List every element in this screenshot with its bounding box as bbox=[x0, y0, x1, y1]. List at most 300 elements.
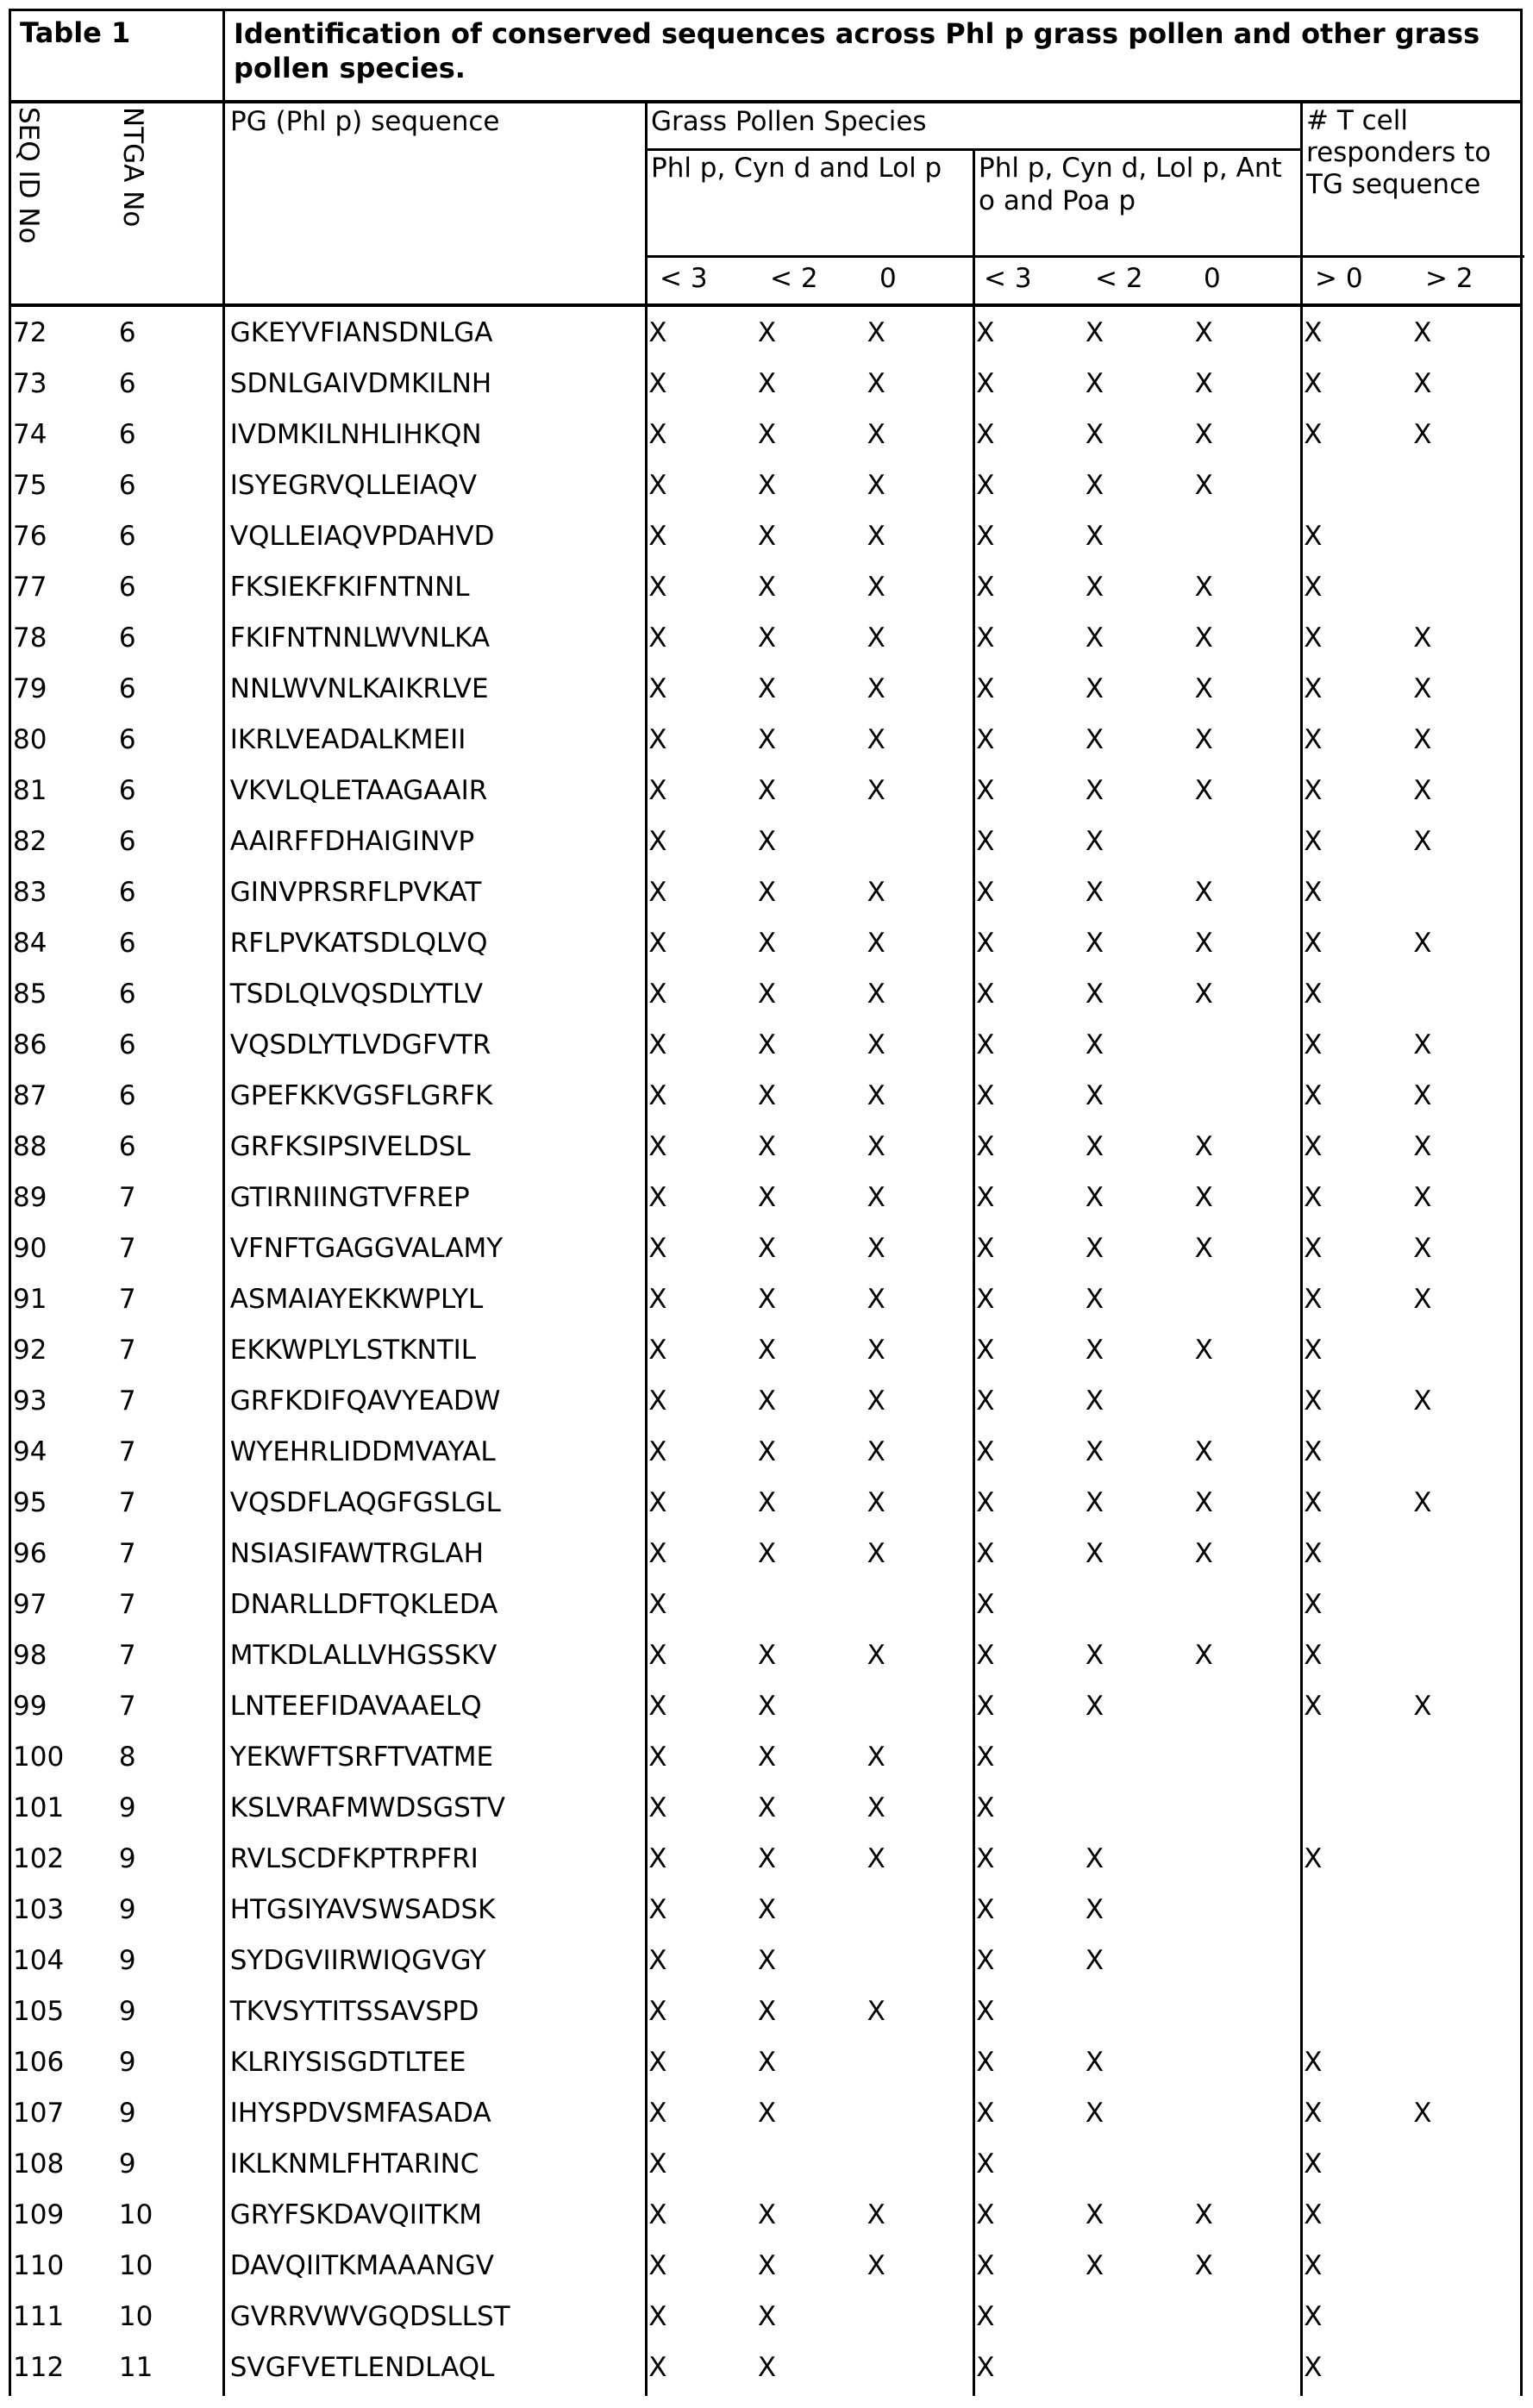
mark-cell bbox=[1192, 1792, 1301, 1823]
mark-cell: X bbox=[757, 1995, 777, 2027]
g2-group-cells bbox=[973, 1335, 1300, 1366]
header-g2-lt2: < 2 bbox=[1095, 263, 1143, 294]
mark-cell: X bbox=[1194, 1130, 1213, 1162]
mark-cell: X bbox=[757, 672, 777, 704]
mark-cell: X bbox=[757, 1792, 777, 1823]
header-g1-lt2: < 2 bbox=[770, 263, 818, 294]
seq-id-cell: 105 bbox=[13, 1995, 65, 2027]
mark-cell: X bbox=[976, 1690, 995, 1722]
mark-cell: X bbox=[757, 1537, 777, 1569]
mark-cell: X bbox=[976, 1130, 995, 1162]
mark-cell: X bbox=[757, 927, 777, 959]
mark-cell: X bbox=[648, 2097, 667, 2129]
mark-cell bbox=[754, 1589, 864, 1620]
divider bbox=[222, 103, 225, 303]
mark-cell: X bbox=[1304, 316, 1323, 348]
mark-cell: X bbox=[1413, 672, 1432, 704]
mark-cell: X bbox=[1194, 927, 1213, 959]
sequence-cell: FKIFNTNNLWVNLKA bbox=[229, 622, 491, 654]
ntga-cell: 9 bbox=[118, 2046, 136, 2078]
mark-cell: X bbox=[757, 316, 777, 348]
mark-cell: X bbox=[757, 1842, 777, 1874]
mark-cell: X bbox=[867, 978, 885, 1010]
mark-cell: X bbox=[867, 1995, 885, 2027]
mark-cell: X bbox=[648, 1690, 667, 1722]
mark-cell: X bbox=[976, 1435, 995, 1467]
mark-cell: X bbox=[1085, 978, 1104, 1010]
header-g2-zero: 0 bbox=[1204, 263, 1221, 294]
tc-group-cells bbox=[1300, 1385, 1520, 1417]
mark-cell: X bbox=[867, 367, 885, 399]
mark-cell: X bbox=[1085, 2097, 1104, 2129]
g2-group-cells bbox=[973, 368, 1300, 399]
mark-cell: X bbox=[867, 418, 885, 450]
mark-cell: X bbox=[976, 978, 995, 1010]
ntga-cell: 9 bbox=[118, 1842, 136, 1874]
ntga-cell: 6 bbox=[118, 1079, 136, 1111]
mark-cell bbox=[864, 1945, 973, 1976]
mark-cell: X bbox=[1304, 1486, 1323, 1518]
mark-cell: X bbox=[867, 1130, 885, 1162]
mark-cell: X bbox=[867, 469, 885, 501]
seq-id-cell: 89 bbox=[13, 1181, 47, 1213]
sequence-cell: TKVSYTITSSAVSPD bbox=[229, 1995, 479, 2027]
sequence-cell: GRFKSIPSIVELDSL bbox=[229, 1130, 471, 1162]
sequence-cell: IKLKNMLFHTARINC bbox=[229, 2148, 479, 2180]
mark-cell: X bbox=[1085, 520, 1104, 552]
mark-cell bbox=[1410, 1843, 1519, 1874]
mark-cell: X bbox=[976, 418, 995, 450]
sequence-cell: GINVPRSRFLPVKAT bbox=[229, 876, 482, 908]
mark-cell: X bbox=[1085, 1283, 1104, 1315]
seq-id-cell: 104 bbox=[13, 1944, 65, 1976]
mark-cell: X bbox=[648, 1792, 667, 1823]
mark-cell: X bbox=[1413, 927, 1432, 959]
g2-group-cells bbox=[973, 521, 1300, 552]
mark-cell: X bbox=[1194, 1232, 1213, 1264]
ntga-cell: 11 bbox=[118, 2351, 153, 2383]
sequence-cell: VFNFTGAGGVALAMY bbox=[229, 1232, 504, 1264]
tc-group-cells bbox=[1300, 1233, 1520, 1264]
mark-cell bbox=[1192, 1029, 1301, 1060]
g1-group-cells bbox=[645, 521, 973, 552]
mark-cell: X bbox=[1413, 1029, 1432, 1060]
mark-cell: X bbox=[1194, 672, 1213, 704]
g2-group-cells bbox=[973, 1996, 1300, 2027]
g2-group-cells bbox=[973, 1640, 1300, 1671]
mark-cell: X bbox=[648, 469, 667, 501]
g1-group-cells bbox=[645, 1996, 973, 2027]
ntga-cell: 7 bbox=[118, 1486, 136, 1518]
g2-group-cells bbox=[973, 2301, 1300, 2332]
table-row bbox=[11, 1324, 1520, 1375]
table-row bbox=[11, 1375, 1520, 1426]
mark-cell: X bbox=[976, 469, 995, 501]
mark-cell bbox=[1192, 826, 1301, 857]
mark-cell: X bbox=[1304, 1130, 1323, 1162]
mark-cell: X bbox=[1194, 2249, 1213, 2281]
mark-cell: X bbox=[867, 1639, 885, 1671]
mark-cell: X bbox=[1304, 1639, 1323, 1671]
g1-group-cells bbox=[645, 1436, 973, 1467]
mark-cell: X bbox=[867, 672, 885, 704]
mark-cell: X bbox=[1304, 2300, 1323, 2332]
mark-cell: X bbox=[1194, 978, 1213, 1010]
g2-group-cells bbox=[973, 1182, 1300, 1213]
g2-group-cells bbox=[973, 1742, 1300, 1773]
mark-cell: X bbox=[1085, 2046, 1104, 2078]
seq-id-cell: 79 bbox=[13, 672, 47, 704]
seq-id-cell: 107 bbox=[13, 2097, 65, 2129]
table-title: Identification of conserved sequences across Phl p grass pollen and other grass pollen species. bbox=[234, 17, 1480, 84]
divider bbox=[645, 103, 648, 303]
mark-cell: X bbox=[648, 2046, 667, 2078]
tc-group-cells bbox=[1300, 1131, 1520, 1162]
sequence-cell: GRFKDIFQAVYEADW bbox=[229, 1385, 501, 1417]
seq-id-cell: 88 bbox=[13, 1130, 47, 1162]
mark-cell bbox=[864, 1894, 973, 1925]
mark-cell: X bbox=[976, 1181, 995, 1213]
sequence-cell: VKVLQLETAAGAAIR bbox=[229, 774, 488, 806]
seq-id-cell: 97 bbox=[13, 1588, 47, 1620]
g2-group-cells bbox=[973, 1843, 1300, 1874]
table-label: Table 1 bbox=[11, 11, 225, 100]
mark-cell: X bbox=[757, 2249, 777, 2281]
tc-group-cells bbox=[1300, 724, 1520, 755]
mark-cell: X bbox=[648, 1741, 667, 1773]
sequence-cell: VQSDFLAQGFGSLGL bbox=[229, 1486, 501, 1518]
g1-group-cells bbox=[645, 1691, 973, 1722]
ntga-cell: 6 bbox=[118, 1130, 136, 1162]
g1-group-cells bbox=[645, 1589, 973, 1620]
table-row bbox=[11, 2342, 1520, 2392]
mark-cell: X bbox=[1085, 418, 1104, 450]
mark-cell: X bbox=[976, 571, 995, 603]
mark-cell: X bbox=[867, 1334, 885, 1366]
g1-group-cells bbox=[645, 1742, 973, 1773]
g1-group-cells bbox=[645, 1233, 973, 1264]
mark-cell: X bbox=[976, 774, 995, 806]
mark-cell: X bbox=[757, 1893, 777, 1925]
g1-group-cells bbox=[645, 1131, 973, 1162]
sequence-cell: SDNLGAIVDMKILNH bbox=[229, 367, 492, 399]
g1-group-cells bbox=[645, 1182, 973, 1213]
mark-cell: X bbox=[1304, 978, 1323, 1010]
g1-group-cells bbox=[645, 1843, 973, 1874]
mark-cell: X bbox=[757, 1079, 777, 1111]
mark-cell: X bbox=[757, 876, 777, 908]
mark-cell: X bbox=[1304, 367, 1323, 399]
mark-cell: X bbox=[1085, 1486, 1104, 1518]
seq-id-cell: 112 bbox=[13, 2351, 65, 2383]
mark-cell: X bbox=[867, 1792, 885, 1823]
g1-group-cells bbox=[645, 622, 973, 654]
sequence-cell: RVLSCDFKPTRPFRI bbox=[229, 1842, 479, 1874]
mark-cell: X bbox=[648, 876, 667, 908]
mark-cell: X bbox=[1085, 469, 1104, 501]
mark-cell: X bbox=[1194, 1181, 1213, 1213]
seq-id-cell: 87 bbox=[13, 1079, 47, 1111]
ntga-cell: 7 bbox=[118, 1385, 136, 1417]
mark-cell: X bbox=[648, 1079, 667, 1111]
mark-cell: X bbox=[1413, 418, 1432, 450]
mark-cell bbox=[1410, 877, 1519, 908]
table-row bbox=[11, 2240, 1520, 2291]
mark-cell: X bbox=[867, 2198, 885, 2230]
ntga-cell: 6 bbox=[118, 774, 136, 806]
table-row bbox=[11, 1528, 1520, 1579]
sequence-cell: ASMAIAYEKKWPLYL bbox=[229, 1283, 484, 1315]
mark-cell: X bbox=[1085, 1385, 1104, 1417]
sequence-cell: WYEHRLIDDMVAYAL bbox=[229, 1435, 496, 1467]
g2-group-cells bbox=[973, 2250, 1300, 2281]
ntga-cell: 6 bbox=[118, 367, 136, 399]
header-tcell: # T cell responders to TG sequence bbox=[1306, 105, 1492, 200]
tc-group-cells bbox=[1300, 2098, 1520, 2129]
mark-cell bbox=[1192, 2047, 1301, 2078]
sequence-cell: IHYSPDVSMFASADA bbox=[229, 2097, 491, 2129]
mark-cell: X bbox=[976, 1029, 995, 1060]
mark-cell: X bbox=[1085, 2249, 1104, 2281]
mark-cell: X bbox=[757, 774, 777, 806]
mark-cell: X bbox=[976, 927, 995, 959]
mark-cell: X bbox=[1194, 1537, 1213, 1569]
mark-cell: X bbox=[976, 2046, 995, 2078]
mark-cell bbox=[1192, 1589, 1301, 1620]
g1-group-cells bbox=[645, 724, 973, 755]
sequence-cell: KLRIYSISGDTLTEE bbox=[229, 2046, 466, 2078]
mark-cell: X bbox=[1304, 774, 1323, 806]
mark-cell: X bbox=[1085, 825, 1104, 857]
g2-group-cells bbox=[973, 1894, 1300, 1925]
mark-cell bbox=[1192, 1080, 1301, 1111]
g1-group-cells bbox=[645, 368, 973, 399]
g1-group-cells bbox=[645, 979, 973, 1010]
tc-group-cells bbox=[1300, 1691, 1520, 1722]
mark-cell: X bbox=[976, 2097, 995, 2129]
tc-group-cells bbox=[1300, 928, 1520, 959]
mark-cell: X bbox=[1085, 1944, 1104, 1976]
ntga-cell: 6 bbox=[118, 469, 136, 501]
mark-cell: X bbox=[1413, 1130, 1432, 1162]
sequence-cell: SVGFVETLENDLAQL bbox=[229, 2351, 495, 2383]
table-row bbox=[11, 1680, 1520, 1731]
mark-cell: X bbox=[867, 1079, 885, 1111]
mark-cell: X bbox=[757, 571, 777, 603]
sequence-cell: GKEYVFIANSDNLGA bbox=[229, 316, 493, 348]
mark-cell: X bbox=[976, 2198, 995, 2230]
mark-cell: X bbox=[1194, 1435, 1213, 1467]
mark-cell: X bbox=[757, 520, 777, 552]
sequence-cell: DAVQIITKMAAANGV bbox=[229, 2249, 494, 2281]
mark-cell: X bbox=[648, 2198, 667, 2230]
mark-cell: X bbox=[1085, 1893, 1104, 1925]
mark-cell bbox=[1192, 2301, 1301, 2332]
ntga-cell: 6 bbox=[118, 418, 136, 450]
ntga-cell: 9 bbox=[118, 1792, 136, 1823]
g2-group-cells bbox=[973, 1538, 1300, 1569]
g1-group-cells bbox=[645, 572, 973, 603]
mark-cell bbox=[1192, 521, 1301, 552]
tc-group-cells bbox=[1300, 2301, 1520, 2332]
g1-group-cells bbox=[645, 419, 973, 450]
g1-group-cells bbox=[645, 2098, 973, 2129]
mark-cell bbox=[1082, 2148, 1192, 2180]
mark-cell: X bbox=[1304, 723, 1323, 755]
mark-cell: X bbox=[1304, 1029, 1323, 1060]
mark-cell: X bbox=[757, 1283, 777, 1315]
g2-group-cells bbox=[973, 928, 1300, 959]
mark-cell: X bbox=[1194, 469, 1213, 501]
seq-id-cell: 110 bbox=[13, 2249, 65, 2281]
seq-id-cell: 93 bbox=[13, 1385, 47, 1417]
mark-cell: X bbox=[648, 825, 667, 857]
seq-id-cell: 85 bbox=[13, 978, 47, 1010]
tc-group-cells bbox=[1300, 1843, 1520, 1874]
mark-cell: X bbox=[976, 672, 995, 704]
mark-cell: X bbox=[757, 1385, 777, 1417]
mark-cell bbox=[864, 1589, 973, 1620]
g1-group-cells bbox=[645, 1284, 973, 1315]
sequence-cell: ISYEGRVQLLEIAQV bbox=[229, 469, 478, 501]
mark-cell: X bbox=[1085, 367, 1104, 399]
table-row bbox=[11, 816, 1520, 866]
mark-cell: X bbox=[648, 1639, 667, 1671]
table-row bbox=[11, 2291, 1520, 2342]
tc-group-cells bbox=[1300, 979, 1520, 1010]
mark-cell bbox=[754, 2148, 864, 2180]
sequence-cell: DNARLLDFTQKLEDA bbox=[229, 1588, 498, 1620]
g2-group-cells bbox=[973, 1792, 1300, 1823]
mark-cell bbox=[1410, 2199, 1519, 2230]
mark-cell: X bbox=[1194, 1334, 1213, 1366]
g1-group-cells bbox=[645, 826, 973, 857]
mark-cell: X bbox=[757, 1181, 777, 1213]
ntga-cell: 6 bbox=[118, 672, 136, 704]
mark-cell: X bbox=[648, 367, 667, 399]
mark-cell bbox=[1192, 1996, 1301, 2027]
header-sequence: PG (Phl p) sequence bbox=[230, 106, 500, 137]
mark-cell: X bbox=[1085, 1181, 1104, 1213]
ntga-cell: 6 bbox=[118, 1029, 136, 1060]
divider bbox=[645, 255, 1524, 258]
table-row bbox=[11, 1223, 1520, 1273]
mark-cell bbox=[1410, 2047, 1519, 2078]
mark-cell: X bbox=[1085, 927, 1104, 959]
mark-cell: X bbox=[976, 1334, 995, 1366]
mark-cell: X bbox=[1413, 1690, 1432, 1722]
mark-cell: X bbox=[757, 978, 777, 1010]
mark-cell: X bbox=[1304, 1283, 1323, 1315]
conserved-sequences-table bbox=[9, 9, 1523, 2396]
mark-cell: X bbox=[1413, 2097, 1432, 2129]
header-seq-id: SEQ ID No bbox=[13, 107, 44, 244]
g2-group-cells bbox=[973, 1436, 1300, 1467]
seq-id-cell: 80 bbox=[13, 723, 47, 755]
g1-group-cells bbox=[645, 1029, 973, 1060]
ntga-cell: 6 bbox=[118, 876, 136, 908]
mark-cell: X bbox=[976, 1283, 995, 1315]
g1-group-cells bbox=[645, 1894, 973, 1925]
ntga-cell: 6 bbox=[118, 723, 136, 755]
mark-cell: X bbox=[1304, 876, 1323, 908]
mark-cell: X bbox=[1304, 520, 1323, 552]
mark-cell bbox=[1410, 2250, 1519, 2281]
table-row bbox=[11, 663, 1520, 714]
table-row bbox=[11, 1426, 1520, 1477]
mark-cell: X bbox=[976, 876, 995, 908]
mark-cell: X bbox=[976, 1385, 995, 1417]
mark-cell bbox=[1410, 572, 1519, 603]
seq-id-cell: 90 bbox=[13, 1232, 47, 1264]
mark-cell: X bbox=[648, 571, 667, 603]
g1-group-cells bbox=[645, 1640, 973, 1671]
mark-cell: X bbox=[1304, 672, 1323, 704]
mark-cell: X bbox=[757, 1232, 777, 1264]
ntga-cell: 7 bbox=[118, 1435, 136, 1467]
mark-cell: X bbox=[1413, 622, 1432, 654]
g1-group-cells bbox=[645, 2148, 973, 2180]
table-row bbox=[11, 2036, 1520, 2087]
mark-cell: X bbox=[648, 1385, 667, 1417]
seq-id-cell: 86 bbox=[13, 1029, 47, 1060]
table-row bbox=[11, 1172, 1520, 1223]
ntga-cell: 7 bbox=[118, 1181, 136, 1213]
g1-group-cells bbox=[645, 317, 973, 348]
mark-cell: X bbox=[1085, 622, 1104, 654]
mark-cell: X bbox=[1304, 1537, 1323, 1569]
sequence-cell: IKRLVEADALKMEII bbox=[229, 723, 466, 755]
sequence-cell: FKSIEKFKIFNTNNL bbox=[229, 571, 470, 603]
mark-cell: X bbox=[1194, 1639, 1213, 1671]
mark-cell: X bbox=[1194, 316, 1213, 348]
tc-group-cells bbox=[1300, 2250, 1520, 2281]
sequence-cell: GRYFSKDAVQIITKM bbox=[229, 2198, 483, 2230]
mark-cell: X bbox=[648, 316, 667, 348]
mark-cell: X bbox=[976, 1537, 995, 1569]
mark-cell: X bbox=[1413, 1232, 1432, 1264]
mark-cell bbox=[1192, 2098, 1301, 2129]
g1-group-cells bbox=[645, 775, 973, 806]
mark-cell: X bbox=[757, 1639, 777, 1671]
seq-id-cell: 101 bbox=[13, 1792, 65, 1823]
sequence-cell: EKKWPLYLSTKNTIL bbox=[229, 1334, 477, 1366]
tc-group-cells bbox=[1300, 2352, 1520, 2383]
sequence-cell: GPEFKKVGSFLGRFK bbox=[229, 1079, 493, 1111]
mark-cell: X bbox=[1194, 571, 1213, 603]
seq-id-cell: 78 bbox=[13, 622, 47, 654]
tc-group-cells bbox=[1300, 1589, 1520, 1620]
g1-group-cells bbox=[645, 2199, 973, 2230]
mark-cell: X bbox=[867, 1029, 885, 1060]
table-row bbox=[11, 1986, 1520, 2036]
mark-cell: X bbox=[1413, 1486, 1432, 1518]
mark-cell: X bbox=[976, 2351, 995, 2383]
mark-cell bbox=[1082, 2301, 1192, 2332]
mark-cell: X bbox=[1304, 622, 1323, 654]
sequence-cell: GVRRVWVGQDSLLST bbox=[229, 2300, 510, 2332]
sequence-cell: LNTEEFIDAVAAELQ bbox=[229, 1690, 482, 1722]
ntga-cell: 8 bbox=[118, 1741, 136, 1773]
mark-cell: X bbox=[976, 1792, 995, 1823]
sequence-cell: NNLWVNLKAIKRLVE bbox=[229, 672, 489, 704]
mark-cell: X bbox=[1085, 1334, 1104, 1366]
tc-group-cells bbox=[1300, 419, 1520, 450]
g2-group-cells bbox=[973, 2047, 1300, 2078]
mark-cell: X bbox=[1085, 316, 1104, 348]
mark-cell: X bbox=[1085, 774, 1104, 806]
mark-cell: X bbox=[648, 1435, 667, 1467]
